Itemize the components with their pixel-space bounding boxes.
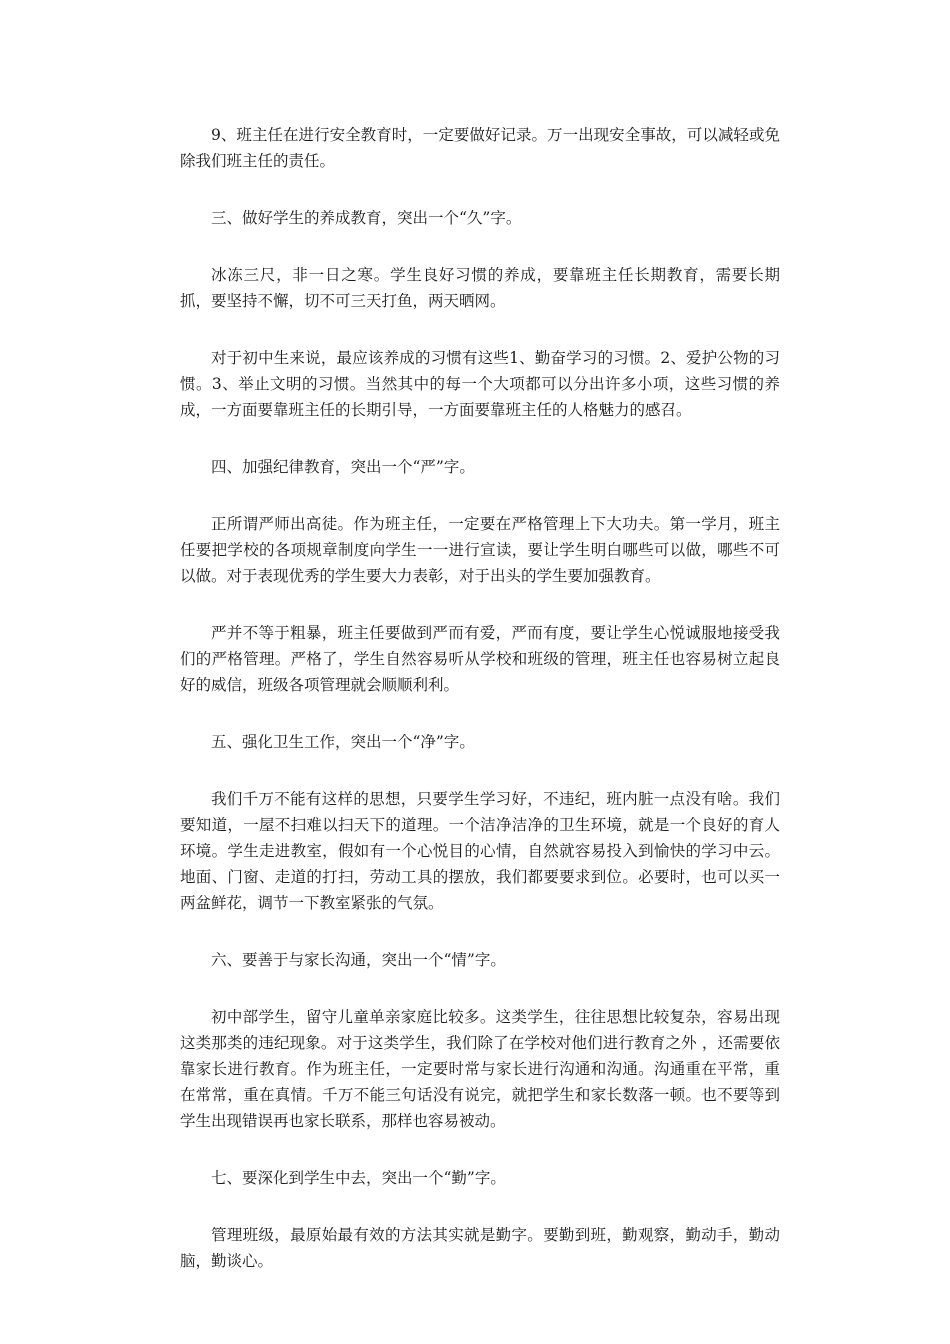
section-heading-parents: 六、要善于与家长沟通，突出一个“情”字。 (211, 951, 506, 969)
section-heading-diligence: 七、要深化到学生中去，突出一个“勤”字。 (211, 1169, 506, 1187)
paragraph-diligence: 管理班级，最原始最有效的方法其实就是勤字。要勤到班，勤观察，勤动手，勤动脑，勤谈心。 (180, 1226, 780, 1270)
paragraph-discipline-love: 严并不等于粗暴，班主任要做到严而有爱，严而有度，要让学生心悦诚服地接受我们的严格管理。严格了，学生自然容易听从学校和班级的管理，班主任也容易树立起良好的威信，班级各项管理就会顺顺利利。 (180, 624, 780, 694)
paragraph-discipline-rules: 正所谓严师出高徒。作为班主任，一定要在严格管理上下大功夫。第一学月，班主任要把学校的各项规章制度向学生一一进行宣读，要让学生明白哪些可以做，哪些不可以做。对于表现优秀的学生要大力表彰，对于出头的学生要加强教育。 (180, 515, 780, 585)
paragraph-safety-record: 9、班主任在进行安全教育时，一定要做好记录。万一出现安全事故，可以减轻或免除我们班主任的责任。 (180, 126, 780, 170)
paragraph-parents: 初中部学生，留守儿童单亲家庭比较多。这类学生，往往思想比较复杂，容易出现这类那类的违纪现象。对于这类学生，我们除了在学校对他们进行教育之外 ，还需要依靠家长进行教育。作为班主任，一定要时常与家长进行沟通和沟通。沟通重在平常，重在常常，重在真情。千万不能三句话没有说完，就把学生和家长数落一顿。也不要等到学生出现错误再也家长联系，那样也容易被动。 (180, 1008, 780, 1130)
document-page (180, 122, 780, 1305)
section-heading-discipline: 四、加强纪律教育，突出一个“严”字。 (211, 458, 475, 476)
paragraph-hygiene: 我们千万不能有这样的思想，只要学生学习好，不违纪，班内脏一点没有啥。我们要知道，一屋不扫难以扫天下的道理。一个洁净洁净的卫生环境，就是一个良好的育人环境。学生走进教室，假如有一个心悦目的心情，自然就容易投入到愉快的学习中云。地面、门窗、走道的打扫，劳动工具的摆放，我们都要要求到位。必要时，也可以买一两盆鲜花，调节一下教室紧张的气氛。 (180, 790, 780, 912)
section-heading-hygiene: 五、强化卫生工作，突出一个“净”字。 (211, 733, 475, 751)
section-heading-habits: 三、做好学生的养成教育，突出一个“久”字。 (211, 209, 522, 227)
paragraph-habits-long-term: 冰冻三尺，非一日之寒。学生良好习惯的养成，要靠班主任长期教育，需要长期抓，要坚持不懈，切不可三天打鱼，两天晒网。 (180, 266, 780, 310)
paragraph-habits-list: 对于初中生来说，最应该养成的习惯有这些1、勤奋学习的习惯。2、爱护公物的习惯。3、举止文明的习惯。当然其中的每一个大项都可以分出许多小项，这些习惯的养成，一方面要靠班主任的长期引导，一方面要靠班主任的人格魅力的感召。 (180, 349, 780, 419)
